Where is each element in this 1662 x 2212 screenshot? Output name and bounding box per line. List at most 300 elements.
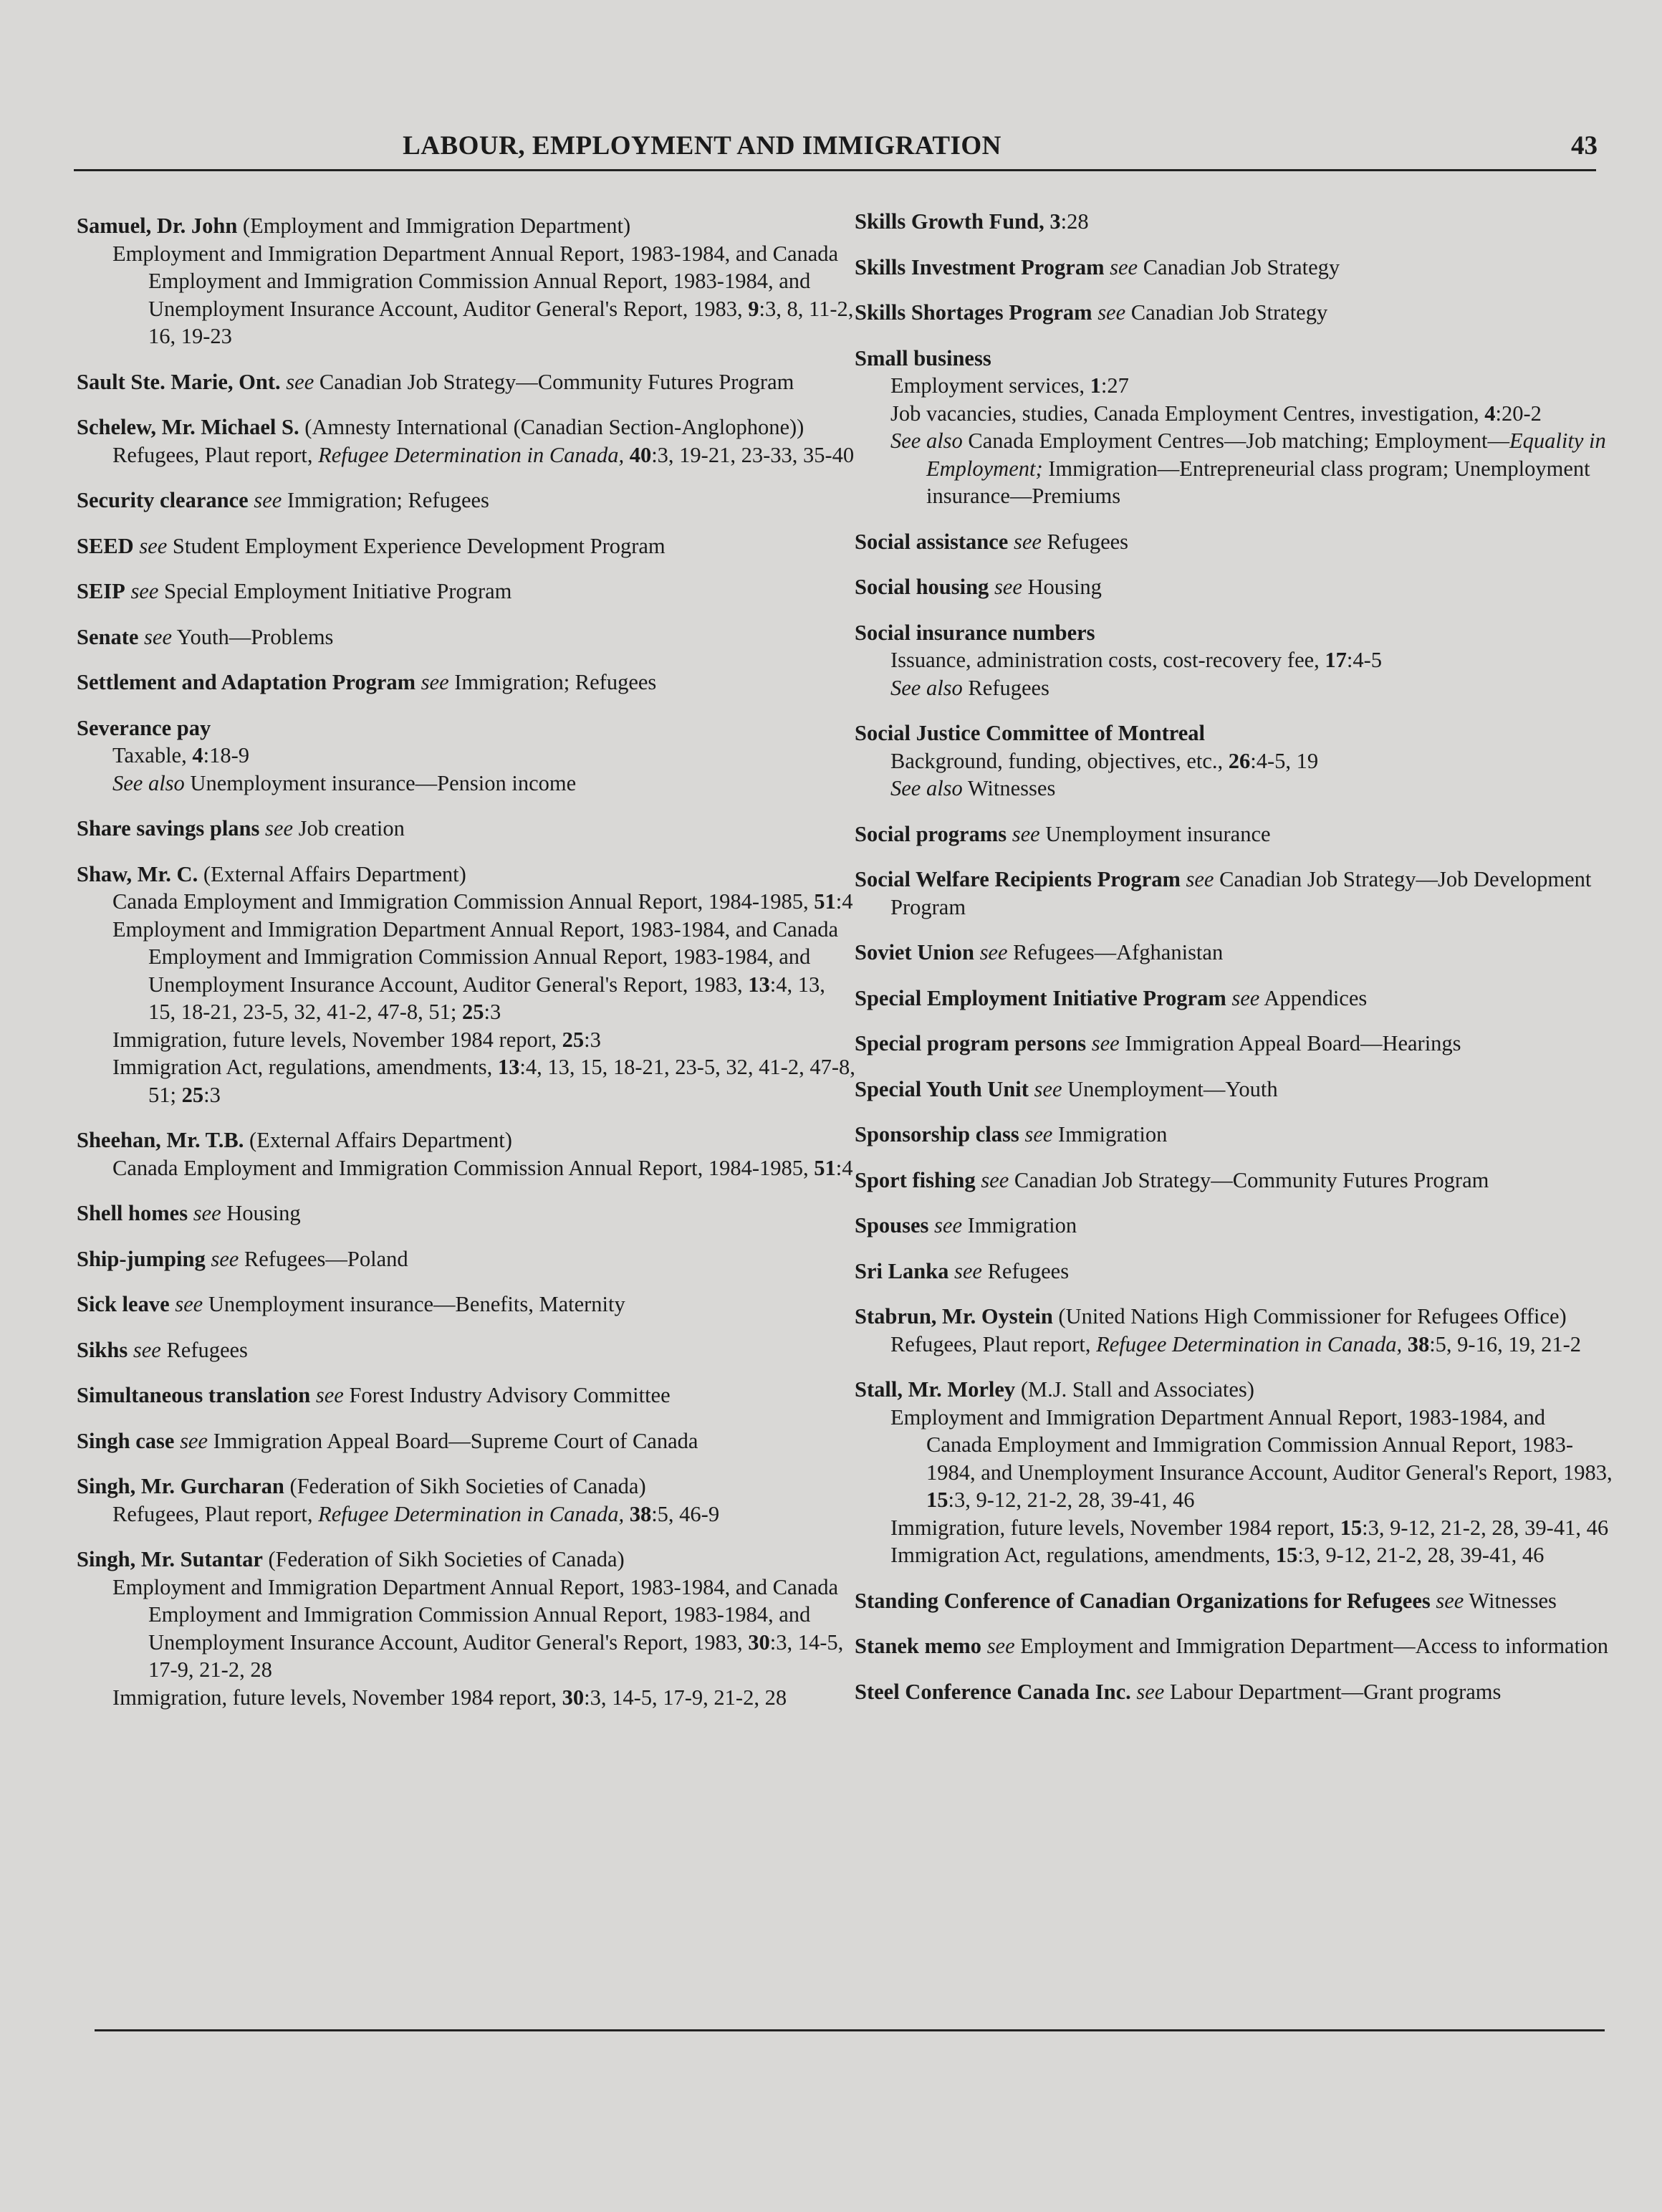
index-text: Samuel, Dr. John — [77, 214, 238, 238]
index-subentry — [77, 441, 858, 469]
index-heading — [77, 1291, 858, 1318]
index-text: Youth—Problems — [172, 624, 334, 649]
index-text: See also — [890, 776, 963, 800]
index-heading — [855, 1167, 1614, 1194]
index-entry — [77, 1200, 858, 1227]
index-text: Refugees—Poland — [239, 1246, 408, 1271]
index-text: :5, 9-16, 19, 21-2 — [1429, 1331, 1581, 1356]
index-heading — [855, 1030, 1614, 1058]
index-heading — [77, 1382, 858, 1409]
index-subentry — [855, 1541, 1614, 1569]
index-heading — [77, 578, 858, 605]
index-text: Immigration Appeal Board—Hearings — [1119, 1031, 1461, 1055]
index-text — [128, 1338, 133, 1362]
index-entry — [855, 208, 1614, 236]
index-entry — [77, 532, 858, 560]
index-text: see — [286, 369, 314, 394]
index-text: :3 — [584, 1027, 601, 1052]
index-text: see — [130, 579, 159, 603]
index-text: see — [934, 1213, 962, 1237]
index-text: Immigration — [962, 1213, 1077, 1237]
index-text: (Federation of Sikh Societies of Canada) — [284, 1474, 646, 1498]
index-text — [989, 575, 994, 599]
index-text: Special program persons — [855, 1031, 1087, 1055]
index-subentry — [77, 1684, 858, 1712]
index-entry — [77, 1291, 858, 1318]
index-text: Appendices — [1259, 985, 1368, 1010]
index-text: see — [421, 670, 449, 694]
index-entry — [855, 1121, 1614, 1149]
index-text: Shell homes — [77, 1201, 188, 1225]
index-text: SEIP — [77, 579, 125, 603]
index-text: 4 — [1484, 401, 1496, 426]
index-text: Canada Employment and Immigration Commission Annual Report, 1984-1985, — [112, 889, 815, 914]
index-text: (Federation of Sikh Societies of Canada) — [262, 1547, 625, 1571]
index-text: :4 — [835, 1155, 853, 1180]
index-text: 25 — [562, 1027, 585, 1052]
index-text: see — [986, 1634, 1015, 1658]
index-text: Employment and Immigration Department—Access to information — [1014, 1634, 1609, 1658]
index-text: Settlement and Adaptation Program — [77, 670, 416, 694]
index-subentry — [77, 1154, 858, 1182]
index-text: See also — [890, 428, 963, 453]
index-text: Unemployment insurance—Benefits, Maternity — [203, 1292, 625, 1316]
index-text: Small business — [855, 345, 991, 370]
index-text: Canada Employment Centres—Job matching; Employment— — [962, 428, 1510, 453]
index-entry — [855, 1076, 1614, 1103]
index-text: Immigration Appeal Board—Supreme Court of Canada — [208, 1428, 698, 1453]
index-text: Immigration; Refugees — [448, 670, 657, 694]
index-subentry — [77, 916, 858, 1026]
index-heading — [855, 254, 1614, 282]
index-text: see — [1034, 1076, 1062, 1101]
index-entry — [855, 573, 1614, 601]
index-entry — [77, 815, 858, 843]
index-text: :4-5 — [1346, 648, 1383, 672]
index-text: see — [1091, 1031, 1120, 1055]
index-text: Housing — [1022, 575, 1102, 599]
index-text: 30 — [748, 1629, 770, 1655]
index-heading — [855, 345, 1614, 373]
index-text: Student Employment Experience Development Program — [167, 533, 666, 558]
index-text — [174, 1429, 180, 1453]
index-text: 26 — [1228, 748, 1251, 773]
index-text: see — [979, 940, 1008, 964]
index-subentry — [77, 888, 858, 916]
index-text: Employment and Immigration Department Annual Report, 1983-1984, and Canada Employment and Immigration Commission Annual Report, 1983-1984, and Unemployment Insurance Account, Auditor General's Report, 1983, — [112, 1574, 839, 1655]
index-heading — [77, 1336, 858, 1364]
index-heading — [77, 1245, 858, 1273]
index-heading — [77, 487, 858, 514]
index-text — [981, 1634, 987, 1658]
footer-rule — [95, 2029, 1605, 2031]
index-text: :18-9 — [203, 743, 249, 767]
index-text: see — [1110, 254, 1138, 279]
index-text: Employment and Immigration Department Annual Report, 1983-1984, and Canada Employment and Immigration Commission Annual Report, 1983-1984, and Unemployment Insurance Account, Auditor General's Report, 1983, — [112, 241, 839, 321]
index-text: Refugee Determination in Canada, — [318, 442, 625, 467]
index-text: see — [180, 1428, 208, 1453]
index-entry — [855, 345, 1614, 510]
index-text: Senate — [77, 624, 139, 649]
index-text: 15 — [1340, 1515, 1363, 1540]
index-entry — [77, 413, 858, 469]
index-heading — [77, 1200, 858, 1227]
index-text: Refugee Determination in Canada, — [318, 1501, 625, 1526]
index-text: Witnesses — [962, 776, 1056, 800]
index-text: Social assistance — [855, 529, 1009, 554]
index-text: see — [193, 1201, 221, 1225]
index-heading — [855, 719, 1614, 747]
index-text: see — [994, 575, 1022, 599]
index-text: Refugees, Plaut report, — [112, 1501, 319, 1526]
index-text: (United Nations High Commissioner for Refugees Office) — [1052, 1304, 1567, 1328]
index-subentry — [855, 1331, 1614, 1359]
index-text: Immigration—Entrepreneurial class program; Unemployment insurance—Premiums — [926, 456, 1590, 508]
index-text: Forest Industry Advisory Committee — [343, 1383, 671, 1407]
index-entry — [77, 1546, 858, 1711]
index-column-right — [855, 208, 1614, 1723]
index-entry — [77, 487, 858, 514]
index-text: Sick leave — [77, 1292, 170, 1316]
index-heading — [855, 1376, 1614, 1404]
index-entry — [77, 1473, 858, 1528]
index-heading — [855, 1632, 1614, 1660]
index-text: Stabrun, Mr. Oystein — [855, 1304, 1053, 1328]
index-text: :3, 14-5, 17-9, 21-2, 28 — [148, 1629, 844, 1682]
index-text: Refugees — [981, 1258, 1070, 1283]
index-text: :4 — [835, 889, 853, 914]
index-heading — [77, 861, 858, 889]
index-text: see — [1024, 1122, 1053, 1146]
index-text: Unemployment insurance — [1039, 821, 1271, 846]
index-text: see — [265, 816, 293, 841]
index-text: Immigration Act, regulations, amendments, — [890, 1543, 1276, 1567]
index-text: (External Affairs Department) — [198, 861, 466, 886]
index-text: Sheehan, Mr. T.B. — [77, 1128, 244, 1152]
index-text: Immigration, future levels, November 1984 report, — [112, 1027, 562, 1052]
index-entry — [855, 985, 1614, 1012]
index-heading — [855, 1303, 1614, 1331]
index-text: see — [1097, 300, 1126, 325]
index-text: Skills Shortages Program — [855, 300, 1092, 325]
index-text: Canadian Job Strategy—Job Development Program — [890, 867, 1592, 919]
index-text: Security clearance — [77, 488, 249, 512]
index-text: see — [954, 1258, 982, 1283]
index-text: :3 — [203, 1082, 221, 1107]
index-text: Unemployment—Youth — [1062, 1076, 1278, 1101]
index-text: see — [211, 1246, 239, 1271]
index-entry — [77, 1382, 858, 1409]
index-subentry — [855, 1514, 1614, 1542]
index-text: (External Affairs Department) — [244, 1128, 512, 1152]
index-text — [928, 1213, 934, 1237]
index-text: :4-5, 19 — [1250, 748, 1319, 773]
index-text: Refugee Determination in Canada, — [1096, 1331, 1403, 1356]
index-text: Unemployment insurance—Pension income — [184, 770, 577, 795]
index-text — [259, 816, 265, 841]
index-entry — [855, 299, 1614, 327]
index-entry — [855, 1212, 1614, 1240]
index-entry — [855, 1678, 1614, 1706]
index-text: Immigration, future levels, November 1984 report, — [890, 1515, 1340, 1540]
index-text: :3, 14-5, 17-9, 21-2, 28 — [584, 1685, 787, 1710]
index-text: Soviet Union — [855, 940, 974, 964]
index-text: Canadian Job Strategy—Community Futures Program — [314, 369, 794, 394]
index-text: Witnesses — [1464, 1588, 1557, 1613]
index-text: 1 — [1090, 373, 1101, 398]
index-heading — [77, 1126, 858, 1154]
index-text: 4 — [192, 743, 203, 767]
index-text: see — [133, 1337, 161, 1362]
index-text: :27 — [1100, 373, 1129, 398]
page-number: 43 — [1571, 131, 1598, 161]
index-text: Refugees—Afghanistan — [1007, 940, 1224, 964]
index-subentry — [77, 240, 858, 350]
index-heading — [77, 714, 858, 742]
index-text: Skills Growth Fund, — [855, 209, 1044, 234]
index-subentry — [855, 427, 1614, 510]
index-text — [310, 1383, 316, 1407]
index-text: Refugees — [1041, 529, 1129, 554]
index-heading — [855, 1076, 1614, 1103]
index-text: Sport fishing — [855, 1167, 976, 1192]
index-text: Refugees, Plaut report, — [112, 442, 319, 467]
index-text: see — [175, 1292, 203, 1316]
index-text: 40 — [629, 442, 652, 467]
index-entry — [855, 1030, 1614, 1058]
index-entry — [77, 1427, 858, 1455]
index-text: :5, 46-9 — [651, 1501, 720, 1526]
index-text: :3, 9-12, 21-2, 28, 39-41, 46 — [948, 1488, 1195, 1512]
index-heading — [855, 573, 1614, 601]
index-text: 51 — [814, 1155, 836, 1180]
index-subentry — [855, 372, 1614, 400]
index-text: Refugees, Plaut report, — [890, 1331, 1097, 1356]
index-heading — [855, 1587, 1614, 1615]
index-text: Singh, Mr. Sutantar — [77, 1547, 263, 1571]
index-heading — [855, 866, 1614, 921]
index-entry — [77, 1245, 858, 1273]
index-subentry — [855, 646, 1614, 674]
page-running-title: LABOUR, EMPLOYMENT AND IMMIGRATION — [403, 131, 1001, 161]
index-subentry — [855, 747, 1614, 775]
index-text — [416, 670, 421, 694]
index-entry — [855, 528, 1614, 556]
index-text: Severance pay — [77, 715, 211, 740]
index-entry — [77, 1126, 858, 1182]
index-subentry — [77, 1574, 858, 1684]
index-text: :3 — [484, 1000, 501, 1024]
index-subentry — [855, 1404, 1614, 1514]
index-entry — [855, 1587, 1614, 1615]
index-entry — [855, 254, 1614, 282]
index-entry — [855, 1303, 1614, 1358]
index-entry — [855, 939, 1614, 967]
index-text: 30 — [562, 1685, 585, 1710]
index-entry — [855, 1632, 1614, 1660]
index-text: Stall, Mr. Morley — [855, 1377, 1016, 1402]
index-text: Taxable, — [112, 743, 193, 767]
index-text: :4, 13, 15, 18-21, 23-5, 32, 41-2, 47-8, 51; — [148, 972, 825, 1024]
index-text: Singh case — [77, 1428, 175, 1453]
index-text: Standing Conference of Canadian Organizations for Refugees — [855, 1588, 1431, 1613]
index-subentry — [855, 674, 1614, 702]
index-heading — [77, 1546, 858, 1574]
index-text — [1029, 1077, 1034, 1101]
index-heading — [855, 1212, 1614, 1240]
index-text: Background, funding, objectives, etc., — [890, 748, 1229, 773]
index-text: :3, 19-21, 23-33, 35-40 — [651, 442, 855, 467]
index-text: Equality in Employment; — [926, 428, 1606, 481]
index-entry — [855, 719, 1614, 803]
index-text: 15 — [926, 1488, 948, 1512]
index-text: see — [254, 488, 282, 512]
index-text: Refugees — [962, 675, 1049, 700]
index-text: Singh, Mr. Gurcharan — [77, 1474, 284, 1498]
index-text: Social housing — [855, 575, 989, 599]
index-text: Job creation — [292, 816, 405, 841]
index-text: see — [1012, 821, 1040, 846]
index-text: see — [1231, 985, 1260, 1010]
index-text: 3 — [1049, 209, 1061, 234]
index-text: Social Justice Committee of Montreal — [855, 721, 1205, 745]
index-subentry — [77, 1500, 858, 1528]
index-heading — [855, 939, 1614, 967]
index-entry — [77, 368, 858, 396]
index-text — [1105, 255, 1110, 279]
index-text: :3, 9-12, 21-2, 28, 39-41, 46 — [1362, 1515, 1609, 1540]
index-heading — [855, 985, 1614, 1012]
index-text — [948, 1259, 954, 1283]
index-text: Job vacancies, studies, Canada Employment Centres, investigation, — [890, 401, 1485, 426]
index-entry — [855, 619, 1614, 702]
index-text: Canada Employment and Immigration Commission Annual Report, 1984-1985, — [112, 1155, 815, 1180]
index-heading — [77, 623, 858, 651]
index-text: Skills Investment Program — [855, 254, 1105, 279]
index-entry — [77, 212, 858, 350]
index-text — [1402, 1332, 1408, 1356]
index-text — [1008, 530, 1014, 554]
index-heading — [855, 299, 1614, 327]
index-text: 51 — [814, 889, 836, 914]
index-text: see — [144, 624, 172, 649]
index-text: Steel Conference Canada Inc. — [855, 1679, 1131, 1704]
index-subentry — [77, 1053, 858, 1109]
index-text: Social Welfare Recipients Program — [855, 867, 1181, 891]
index-heading — [77, 669, 858, 696]
index-text: :4, 13, 15, 18-21, 23-5, 32, 41-2, 47-8, 51; — [148, 1055, 855, 1107]
index-text: Schelew, Mr. Michael S. — [77, 415, 299, 439]
index-heading — [77, 368, 858, 396]
index-heading — [855, 1678, 1614, 1706]
index-subentry — [77, 742, 858, 770]
index-text: SEED — [77, 533, 134, 558]
index-subentry — [77, 1026, 858, 1054]
index-text: Refugees — [160, 1337, 248, 1362]
index-text — [188, 1201, 193, 1225]
index-entry — [855, 1258, 1614, 1285]
index-text: Sikhs — [77, 1337, 128, 1362]
index-text: see — [139, 533, 168, 558]
index-text: Sponsorship class — [855, 1122, 1019, 1146]
index-heading — [77, 212, 858, 240]
index-text — [974, 940, 980, 964]
index-text: Housing — [221, 1201, 301, 1225]
index-text: 25 — [461, 1000, 484, 1024]
index-heading — [855, 1121, 1614, 1149]
index-text: Social insurance numbers — [855, 620, 1095, 645]
index-text: Immigration; Refugees — [282, 488, 489, 512]
index-heading — [855, 619, 1614, 647]
index-entry — [77, 714, 858, 798]
index-text: Ship-jumping — [77, 1246, 206, 1271]
index-text: 13 — [748, 972, 770, 997]
header-rule — [74, 169, 1596, 171]
index-text: Share savings plans — [77, 816, 260, 841]
index-text: Employment and Immigration Department Annual Report, 1983-1984, and Canada Employment and Immigration Commission Annual Report, 1983-1984, and Unemployment Insurance Account, Auditor General's Report, 1983, — [112, 916, 839, 997]
index-text: Spouses — [855, 1213, 929, 1237]
index-heading — [77, 1473, 858, 1500]
index-text: (Amnesty International (Canadian Section-Anglophone)) — [299, 415, 804, 439]
index-heading — [77, 1427, 858, 1455]
index-text: :20-2 — [1495, 401, 1542, 426]
index-text — [624, 443, 630, 467]
index-text: 9 — [748, 296, 759, 321]
index-text — [1086, 1031, 1092, 1055]
index-text: see — [315, 1383, 344, 1407]
index-text: Employment services, — [890, 373, 1090, 398]
index-text: :28 — [1060, 209, 1089, 234]
index-text: 25 — [181, 1082, 204, 1107]
index-text: Special Youth Unit — [855, 1076, 1029, 1101]
index-text: Issuance, administration costs, cost-recovery fee, — [890, 648, 1325, 672]
index-text: see — [1136, 1679, 1165, 1704]
index-text: (Employment and Immigration Department) — [237, 214, 631, 238]
index-heading — [855, 528, 1614, 556]
index-text: Immigration Act, regulations, amendments, — [112, 1055, 498, 1079]
index-text: Labour Department—Grant programs — [1164, 1679, 1502, 1704]
index-entry — [77, 669, 858, 696]
index-text: 13 — [497, 1055, 520, 1079]
index-entry — [855, 820, 1614, 848]
index-text: Immigration — [1052, 1122, 1168, 1146]
index-text: Social programs — [855, 821, 1007, 846]
index-text: 38 — [1407, 1331, 1430, 1356]
index-column-left — [77, 212, 858, 1729]
index-text — [1181, 867, 1186, 891]
index-text: see — [1436, 1588, 1464, 1613]
index-heading — [77, 815, 858, 843]
index-subentry — [855, 400, 1614, 428]
index-text: See also — [890, 675, 963, 700]
index-text: :3, 8, 11-2, 16, 19-23 — [148, 296, 854, 348]
index-entry — [855, 866, 1614, 921]
index-heading — [77, 413, 858, 441]
index-subentry — [77, 770, 858, 798]
index-text: Canadian Job Strategy — [1125, 300, 1328, 325]
index-text: Simultaneous translation — [77, 1383, 311, 1407]
index-entry — [77, 623, 858, 651]
index-text: 38 — [629, 1501, 652, 1526]
index-text: Canadian Job Strategy — [1138, 254, 1340, 279]
index-heading — [855, 208, 1614, 236]
index-text: Sri Lanka — [855, 1258, 949, 1283]
index-heading — [77, 532, 858, 560]
index-text: 17 — [1325, 648, 1347, 672]
index-text — [138, 625, 144, 649]
index-entry — [77, 578, 858, 605]
index-text: 15 — [1275, 1543, 1298, 1567]
